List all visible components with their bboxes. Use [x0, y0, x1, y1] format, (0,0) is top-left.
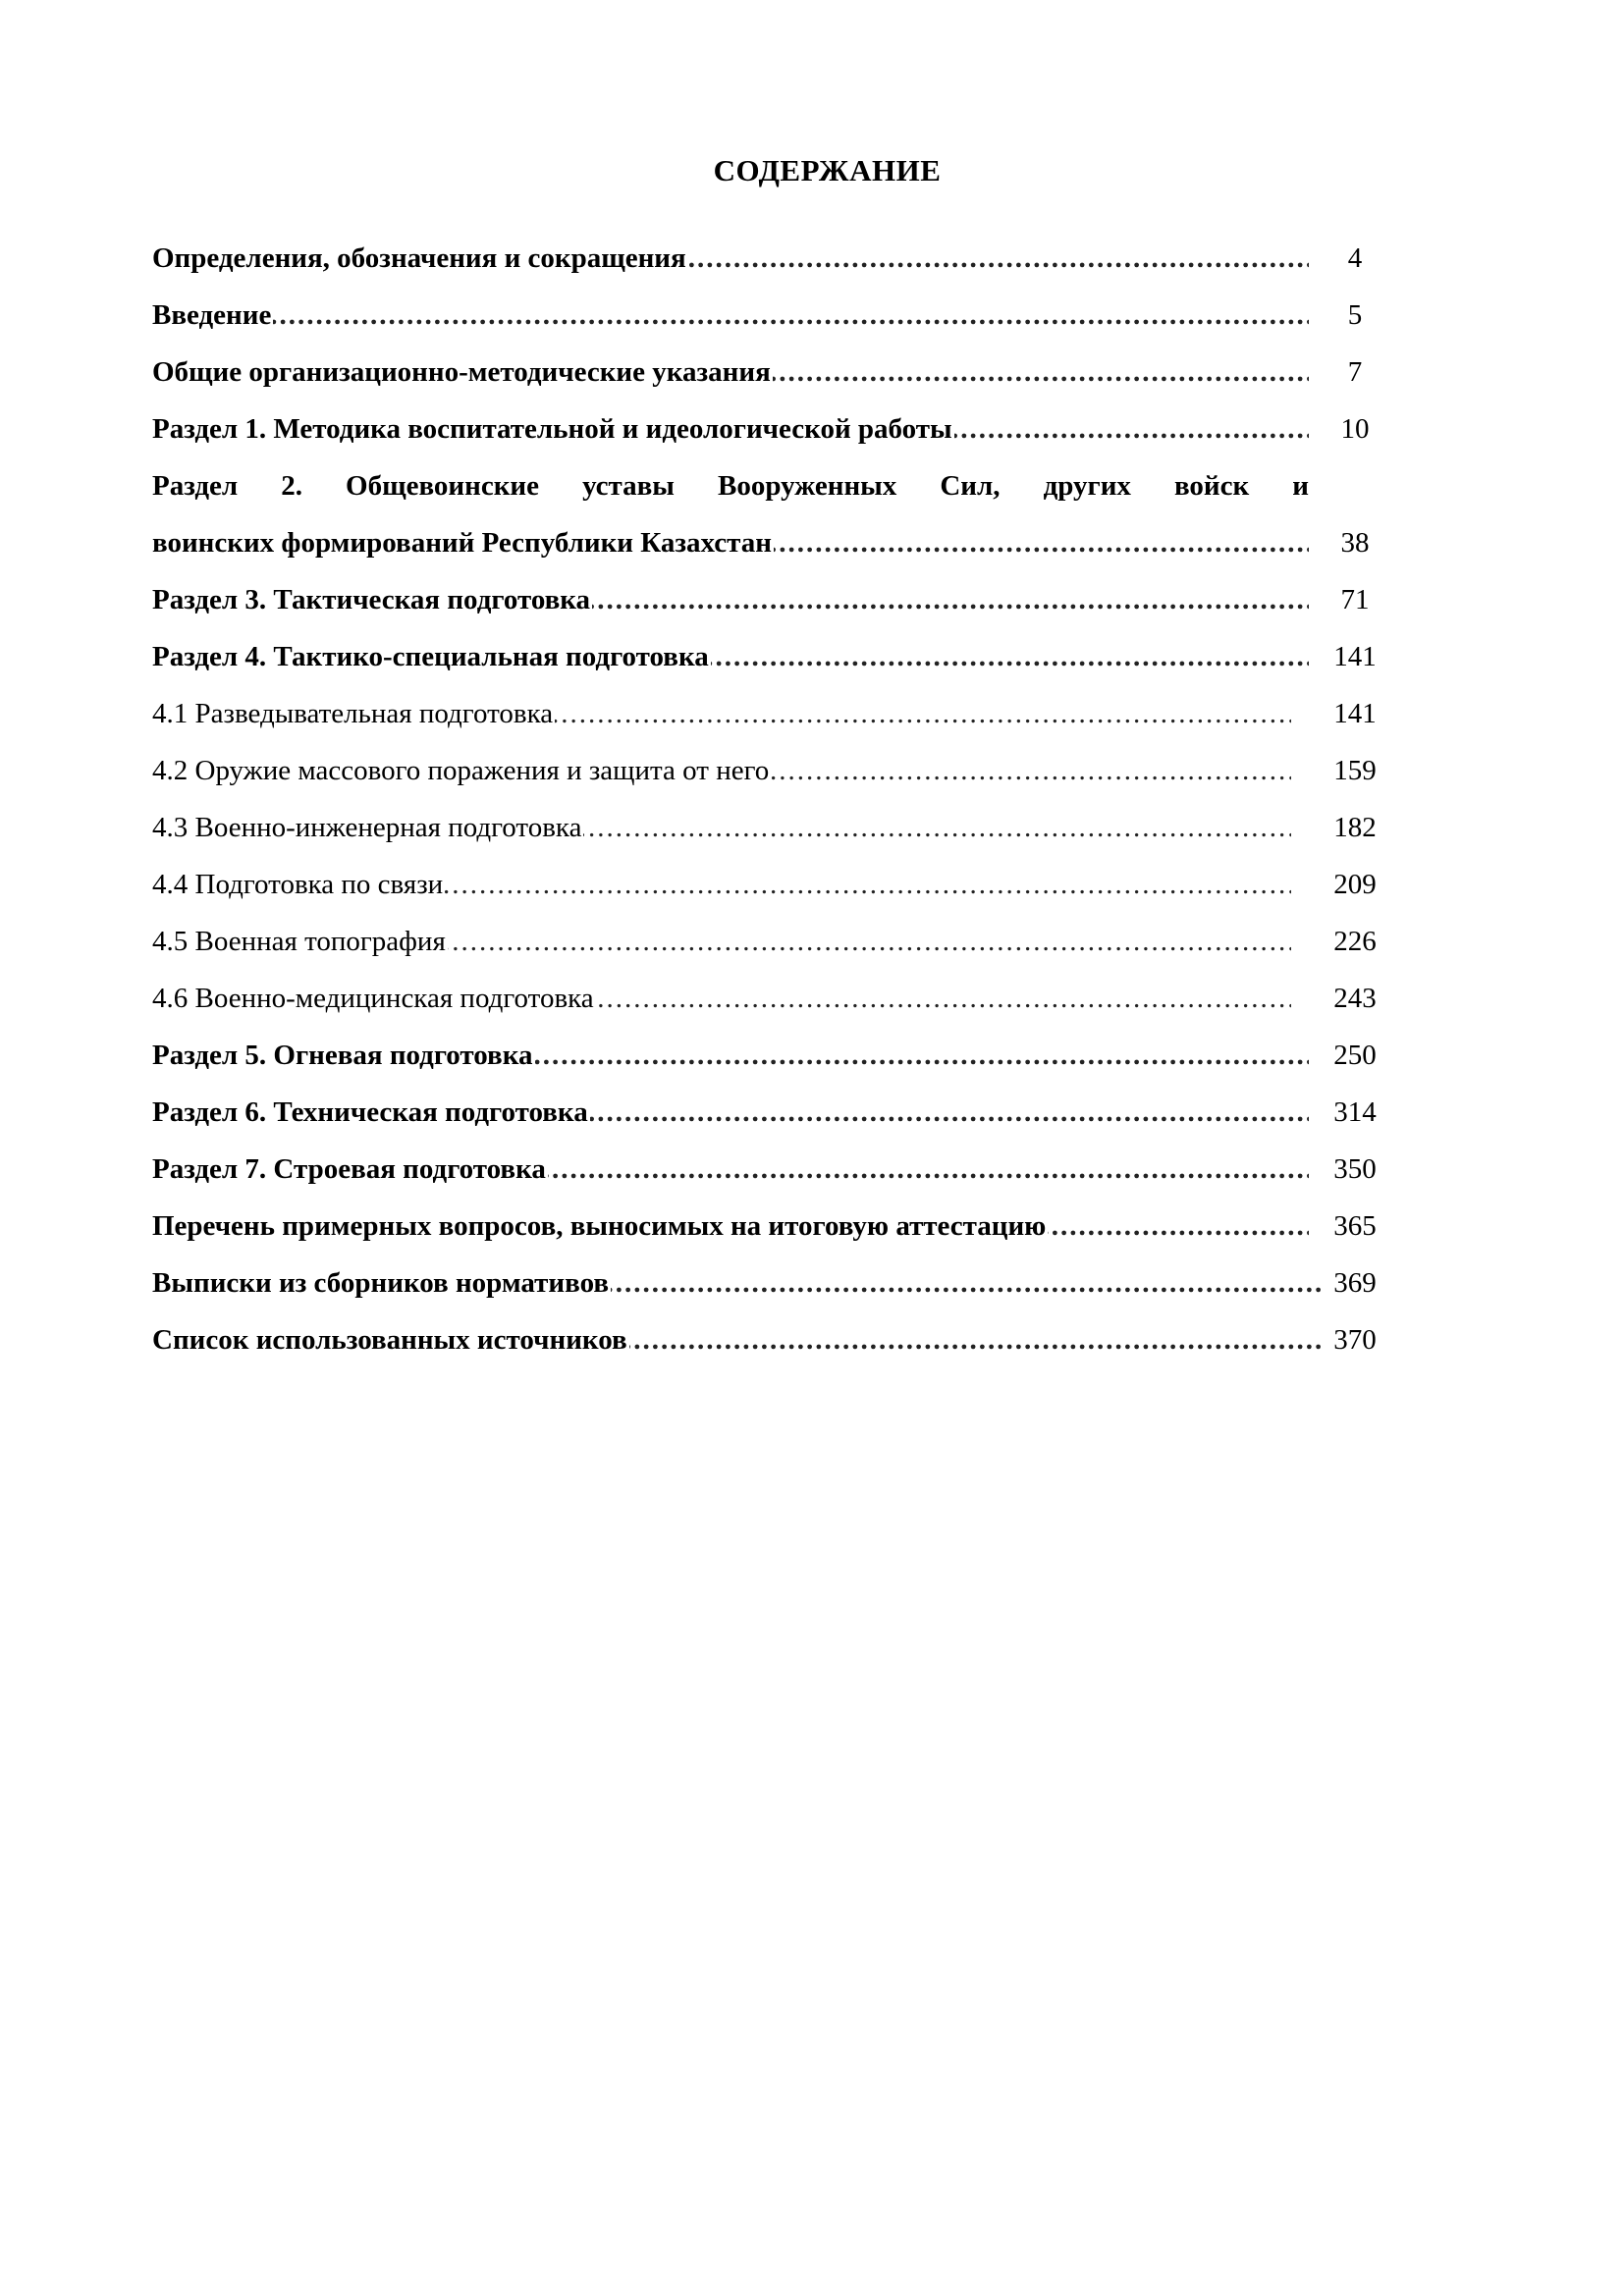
toc-entry-page: 5	[1347, 299, 1363, 331]
toc-entry	[152, 1206, 1399, 1246]
toc-entry-page: 71	[1340, 584, 1370, 615]
toc-entry	[152, 239, 1399, 278]
toc-entry-label-line1: Раздел 2. Общевоинские уставы Вооруженных Сил, других войск и	[152, 470, 1309, 502]
toc-entry	[152, 1263, 1399, 1303]
toc-entry-label: Раздел 7. Строевая подготовка	[152, 1153, 546, 1185]
toc-entry-label: Список использованных источников	[152, 1324, 627, 1356]
toc-entry-page: 226	[1333, 926, 1377, 957]
toc-entry-label: 4.4 Подготовка по связи	[152, 869, 444, 900]
toc-entry	[152, 1036, 1399, 1075]
toc-entry	[152, 580, 1399, 619]
toc-entry	[152, 637, 1399, 676]
toc-entry	[152, 1149, 1399, 1189]
toc-entry-label: Раздел 6. Техническая подготовка	[152, 1096, 588, 1128]
toc-entry-page: 365	[1333, 1210, 1377, 1242]
toc-entry	[152, 409, 1399, 449]
toc-entry-page: 369	[1333, 1267, 1377, 1299]
toc-entry-label: Выписки из сборников нормативов	[152, 1267, 610, 1299]
toc-entry-page: 350	[1333, 1153, 1377, 1185]
toc-entry	[152, 694, 1399, 733]
toc-entry-page: 38	[1340, 527, 1370, 559]
toc-entry-page: 7	[1347, 356, 1363, 388]
toc-entry	[152, 470, 1399, 562]
toc-entry-page: 141	[1333, 641, 1377, 672]
toc-entry-label: 4.2 Оружие массового поражения и защита от него	[152, 755, 770, 786]
toc-entry	[152, 751, 1399, 790]
toc-entry-page: 10	[1340, 413, 1370, 445]
toc-entry-label: 4.3 Военно-инженерная подготовка	[152, 812, 582, 843]
toc-entry-label: Раздел 4. Тактико-специальная подготовка	[152, 641, 709, 672]
toc-entry-label: 4.6 Военно-медицинская подготовка	[152, 983, 594, 1014]
toc-entry-label: Раздел 1. Методика воспитательной и идеологической работы	[152, 413, 952, 445]
toc-entry-label: Перечень примерных вопросов, выносимых на итоговую аттестацию	[152, 1210, 1047, 1242]
toc-entry	[152, 922, 1399, 961]
page-title: СОДЕРЖАНИЕ	[713, 153, 942, 187]
toc-entry-page: 209	[1333, 869, 1377, 900]
toc-entry-page: 182	[1333, 812, 1377, 843]
toc-entry-page: 370	[1333, 1324, 1377, 1356]
toc-entry	[152, 865, 1399, 904]
toc-entry	[152, 979, 1399, 1018]
toc-entry-page: 314	[1333, 1096, 1377, 1128]
toc-entry-label: воинских формирований Республики Казахстан	[152, 527, 772, 559]
toc-entry-page: 4	[1347, 242, 1363, 274]
toc-entry-label: 4.1 Разведывательная подготовка	[152, 698, 554, 729]
toc-entry-page: 250	[1333, 1040, 1377, 1071]
toc-entry	[152, 1093, 1399, 1132]
toc-entry-label: 4.5 Военная топография	[152, 926, 446, 957]
toc-entry	[152, 352, 1399, 392]
toc-entry-page: 243	[1333, 983, 1377, 1014]
toc-entry-label: Общие организационно-методические указания	[152, 356, 771, 388]
toc-entry-page: 159	[1333, 755, 1377, 786]
toc-entry	[152, 808, 1399, 847]
toc-entry	[152, 1320, 1399, 1360]
toc-entry-label: Раздел 5. Огневая подготовка	[152, 1040, 533, 1071]
toc-entry-label: Введение	[152, 299, 272, 331]
toc-entry-page: 141	[1333, 698, 1377, 729]
toc-entry-label: Определения, обозначения и сокращения	[152, 242, 686, 274]
toc-entry-label: Раздел 3. Тактическая подготовка	[152, 584, 591, 615]
toc-entry	[152, 295, 1399, 335]
